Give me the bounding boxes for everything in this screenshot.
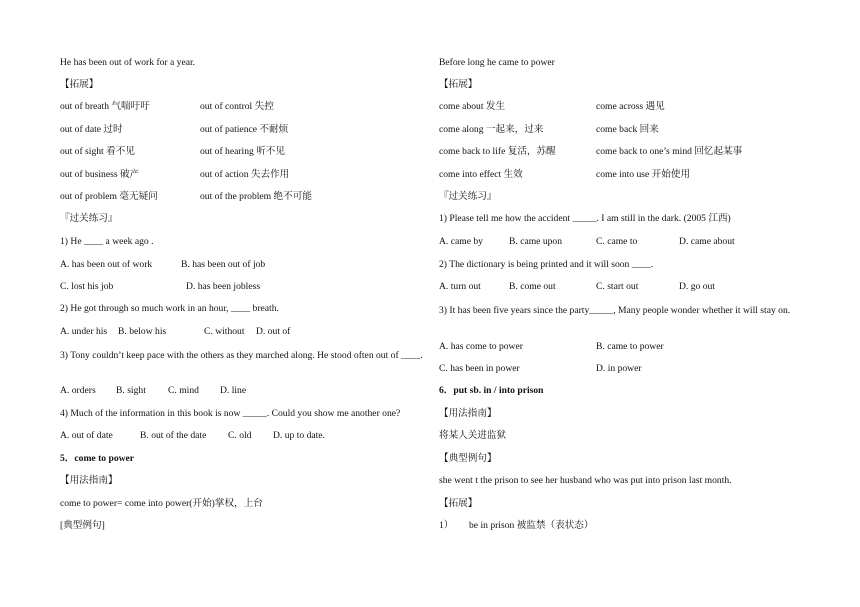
question: 4) Much of the information in this book is now _____. Could you show me another one? [60,408,401,419]
phrase: out of sight 看不见 [60,146,135,157]
option: A. orders [60,385,96,396]
option: A. came by [439,236,483,247]
option: B. has been out of job [181,259,266,270]
section-heading: [典型例句] [60,520,105,531]
section-heading: 【用法指南】 [60,475,118,486]
section-heading: 【拓展】 [439,498,478,509]
question: 3) Tony couldn’t keep pace with the others as they marched along. He stood often out of ____. [60,350,423,361]
question: 1) Please tell me how the accident _____. I am still in the dark. (2005 江西) [439,213,731,224]
option: A. under his [60,326,108,337]
section-heading: 【典型例句】 [439,453,497,464]
phrase: come across 遇见 [596,101,665,112]
phrase: out of patience 不耐烦 [200,124,289,135]
question: 1) He ____ a week ago . [60,236,154,247]
option: C. without [204,326,245,337]
option: C. start out [596,281,639,292]
option: D. go out [679,281,715,292]
meaning-text: 将某人关进监狱 [439,430,507,441]
section-heading: 【拓展】 [439,79,478,90]
phrase: come along 一起来，过来 [439,124,544,135]
list-item-text: be in prison 被监禁（表状态） [469,520,594,531]
phrase: come back 回来 [596,124,659,135]
option: A. turn out [439,281,481,292]
option: C. lost his job [60,281,114,292]
option: B. came to power [596,341,664,352]
option: B. came upon [509,236,563,247]
example-sentence: Before long he came to power [439,57,555,68]
phrase: come about 发生 [439,101,506,112]
section-title: 6．put sb. in / into prison [439,385,544,396]
phrase: come into effect 生效 [439,169,523,180]
phrase: out of control 失控 [200,101,274,112]
phrase: out of hearing 听不见 [200,146,285,157]
section-heading: 【拓展】 [60,79,99,90]
option: A. has been out of work [60,259,153,270]
option: A. has come to power [439,341,523,352]
phrase: come back to life 复活，苏醒 [439,146,556,157]
section-title: 5．come to power [60,453,135,464]
option: A. out of date [60,430,113,441]
option: D. line [220,385,247,396]
option: D. in power [596,363,642,374]
option: D. has been jobless [186,281,261,292]
section-heading: 『过关练习』 [60,213,118,224]
example-sentence: He has been out of work for a year. [60,57,196,68]
option: B. out of the date [140,430,207,441]
phrase: out of business 破产 [60,169,140,180]
example-sentence: she went t the prison to see her husband who was put into prison last month. [439,475,732,486]
option: D. out of [256,326,291,337]
phrase: out of breath 气喘吁吁 [60,101,150,112]
question: 3) It has been five years since the party_____, Many people wonder whether it will stay on. [439,305,791,316]
list-item-number: 1） [439,520,454,531]
phrase: out of date 过时 [60,124,123,135]
phrase: come into use 开始使用 [596,169,691,180]
phrase: out of problem 毫无疑问 [60,191,158,202]
usage-text: come to power= come into power(开始)掌权，上台 [60,498,263,509]
section-heading: 【用法指南】 [439,408,497,419]
option: B. below his [118,326,167,337]
question: 2) He got through so much work in an hour, ____ breath. [60,303,279,314]
option: D. came about [679,236,735,247]
option: C. has been in power [439,363,520,374]
option: C. came to [596,236,638,247]
question: 2) The dictionary is being printed and it will soon ____. [439,259,654,270]
option: B. sight [116,385,146,396]
option: D. up to date. [273,430,325,441]
phrase: out of action 失去作用 [200,169,290,180]
phrase: out of the problem 绝不可能 [200,191,312,202]
phrase: come back to one’s mind 回忆起某事 [596,146,743,157]
option: C. old [228,430,252,441]
option: C. mind [168,385,199,396]
section-heading: 『过关练习』 [439,191,497,202]
option: B. come out [509,281,556,292]
